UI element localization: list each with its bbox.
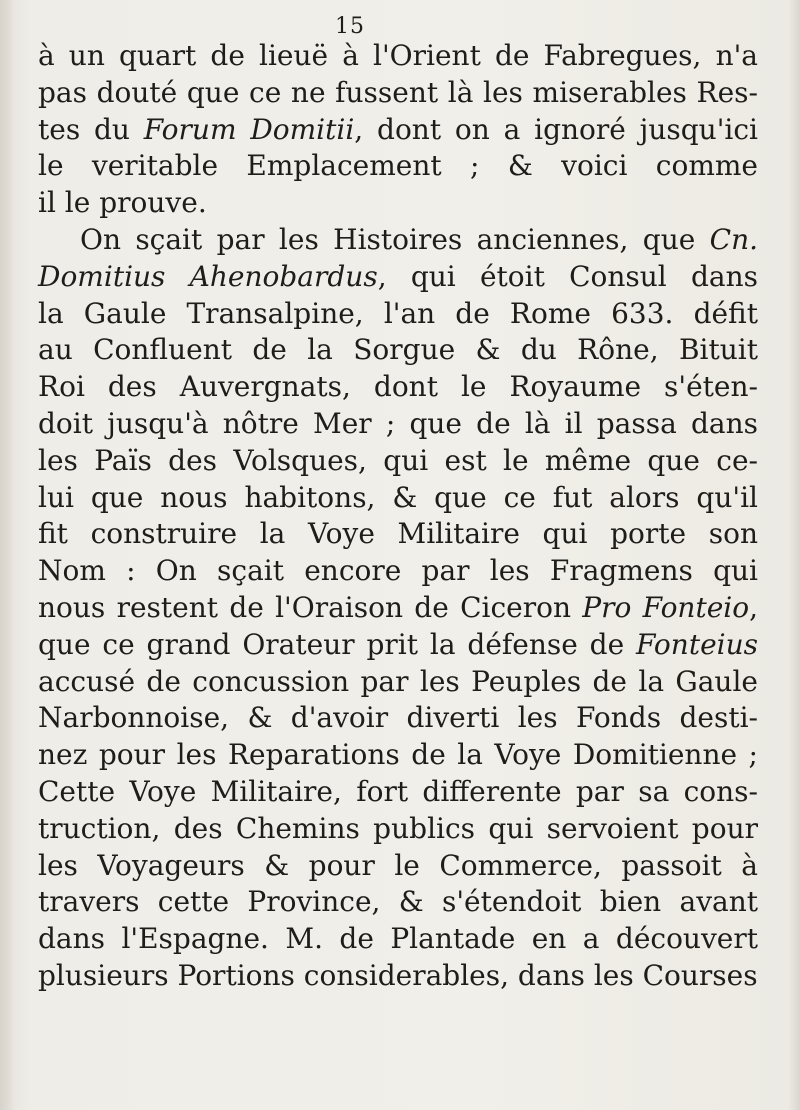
text-line bbox=[38, 332, 758, 369]
text-segment: Roi des Auvergnats, dont le Royaume s'éten- bbox=[38, 370, 758, 404]
text-line bbox=[38, 921, 758, 958]
text-segment: au Confluent de la Sorgue & du Rône, Bituit bbox=[38, 333, 758, 367]
text-line bbox=[38, 958, 758, 995]
text-segment: Cette Voye Militaire, fort differente par sa cons- bbox=[38, 774, 758, 808]
text-line bbox=[38, 443, 758, 480]
text-line bbox=[38, 75, 758, 112]
text-line bbox=[38, 369, 758, 406]
text-line bbox=[38, 406, 758, 443]
text-line bbox=[38, 296, 758, 333]
italic-text: Cn. bbox=[709, 222, 758, 256]
body-text bbox=[38, 38, 758, 995]
italic-text: Forum Domitii bbox=[143, 112, 355, 146]
text-segment: le veritable Emplacement ; & voici comme bbox=[38, 149, 758, 183]
text-line bbox=[38, 222, 758, 259]
text-segment: plusieurs Portions considerables, dans les Courses bbox=[38, 958, 758, 992]
text-line bbox=[38, 480, 758, 517]
text-line bbox=[38, 38, 758, 75]
text-line bbox=[38, 884, 758, 921]
text-line bbox=[38, 553, 758, 590]
text-segment: doit jusqu'à nôtre Mer ; que de là il passa dans bbox=[38, 406, 758, 440]
text-segment: à un quart de lieuë à l'Orient de Fabregues, n'a bbox=[38, 39, 758, 72]
text-line bbox=[38, 811, 758, 848]
text-segment: la Gaule Transalpine, l'an de Rome 633. défit bbox=[38, 296, 758, 330]
text-line bbox=[38, 185, 758, 222]
text-line bbox=[38, 700, 758, 737]
text-segment: lui que nous habitons, & que ce fut alors qu'il bbox=[38, 480, 758, 514]
text-segment: On sçait par les Histoires anciennes, que bbox=[80, 222, 710, 256]
text-segment: les Voyageurs & pour le Commerce, passoit à bbox=[38, 848, 758, 882]
text-line bbox=[38, 516, 758, 553]
text-line bbox=[38, 737, 758, 774]
text-line bbox=[38, 627, 758, 664]
italic-text: Domitius Ahenobardus bbox=[38, 259, 378, 293]
text-line bbox=[38, 848, 758, 885]
text-segment: Narbonnoise, & d'avoir diverti les Fonds desti- bbox=[38, 701, 758, 735]
text-segment: pas douté que ce ne fussent là les miserables Res- bbox=[38, 75, 758, 109]
text-segment: Nom : On sçait encore par les Fragmens qui bbox=[38, 554, 758, 588]
text-segment: il le prouve. bbox=[38, 186, 207, 220]
text-line bbox=[38, 664, 758, 701]
text-segment: fit construire la Voye Militaire qui porte son bbox=[38, 517, 758, 551]
text-segment: travers cette Province, & s'étendoit bien avant bbox=[38, 885, 758, 919]
text-segment: nez pour les Reparations de la Voye Domitienne ; bbox=[38, 738, 758, 772]
text-segment: que ce grand Orateur prit la défense de bbox=[38, 627, 637, 661]
text-segment: , dont on a ignoré jusqu'ici bbox=[354, 112, 758, 146]
text-line bbox=[38, 112, 758, 149]
page-shadow-right bbox=[788, 0, 800, 1110]
page-shadow-left bbox=[0, 0, 14, 1110]
text-line bbox=[38, 148, 758, 185]
text-segment: les Païs des Volsques, qui est le même que ce- bbox=[38, 443, 758, 477]
italic-text: Fonteius bbox=[636, 627, 758, 661]
text-segment: nous restent de l'Oraison de Ciceron bbox=[38, 590, 583, 624]
text-segment: dans l'Espagne. M. de Plantade en a découvert bbox=[38, 922, 758, 956]
text-line bbox=[38, 774, 758, 811]
text-segment: accusé de concussion par les Peuples de la Gaule bbox=[38, 664, 758, 698]
text-segment: tes du bbox=[38, 112, 144, 146]
italic-text: Pro Fonteio bbox=[582, 590, 750, 624]
text-line bbox=[38, 259, 758, 296]
text-line bbox=[38, 590, 758, 627]
page-number: 15 bbox=[335, 14, 365, 39]
text-segment: , qui étoit Consul dans bbox=[377, 259, 758, 293]
text-segment: truction, des Chemins publics qui servoient pour bbox=[38, 811, 758, 845]
text-segment: , bbox=[749, 590, 759, 624]
